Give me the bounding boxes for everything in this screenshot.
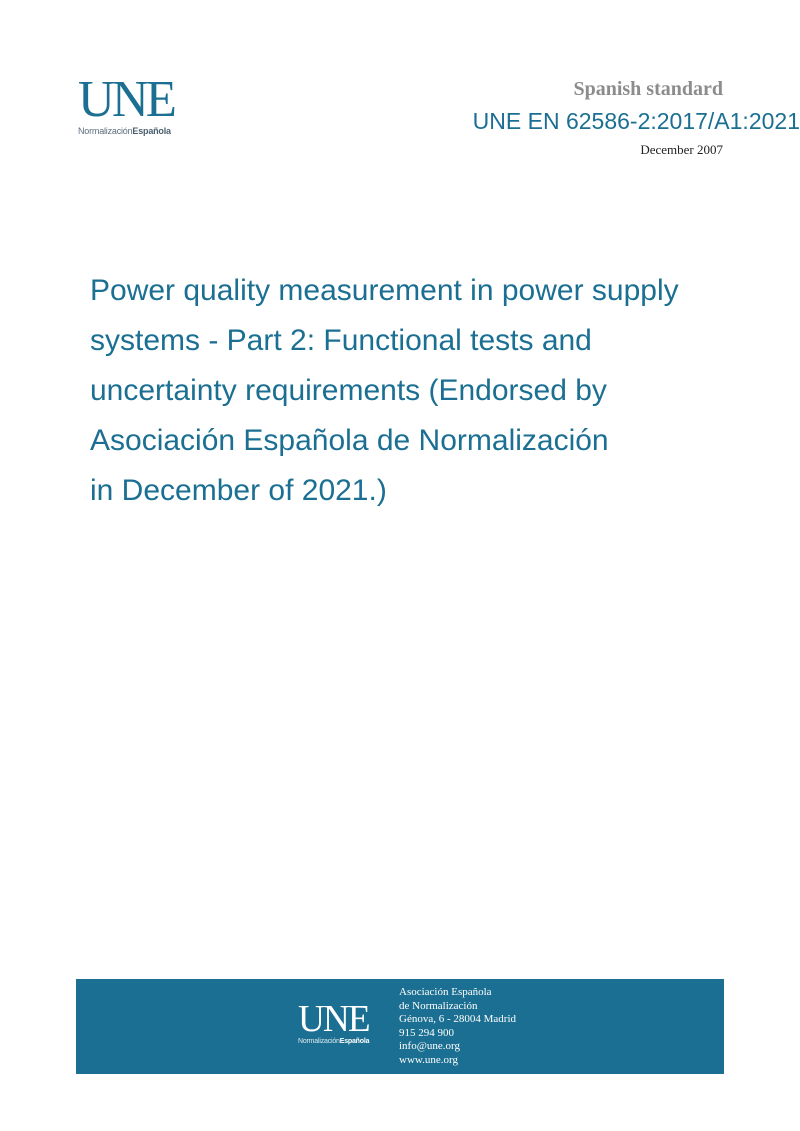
footer-banner (76, 979, 724, 1074)
footer-phone: 915 294 900 (399, 1026, 454, 1039)
une-logo (78, 71, 198, 136)
title-line: Power quality measurement in power supply (90, 274, 679, 307)
logo-sub-normal: Normalización (78, 126, 133, 136)
footer-email: info@une.org (399, 1040, 460, 1053)
logo-mark: UNE (78, 71, 174, 128)
footer-org-name: Asociación Española (399, 986, 492, 998)
footer-logo-sub-bold: Española (339, 1038, 370, 1045)
title-line: in December of 2021.) (90, 474, 387, 507)
standard-code: UNE EN 62586-2:2017/A1:2021 (472, 108, 800, 134)
footer-website: www.une.org (399, 1053, 458, 1066)
title-line: systems - Part 2: Functional tests and (90, 324, 592, 357)
title-line: uncertainty requirements (Endorsed by (90, 374, 607, 407)
footer-org-name-cont: de Normalización (399, 999, 478, 1012)
footer-logo (298, 998, 388, 1045)
document-title (90, 266, 770, 516)
logo-sub-bold: Española (132, 126, 171, 136)
footer-logo-sub-normal: Normalización (298, 1038, 340, 1045)
title-line: Asociación Española de Normalización (90, 424, 609, 457)
footer-address: Génova, 6 - 28004 Madrid (399, 1013, 517, 1026)
standard-date: December 2007 (640, 142, 723, 157)
footer-contact (399, 986, 516, 1068)
footer-logo-mark: UNE (298, 998, 369, 1040)
standard-type: Spanish standard (573, 78, 723, 100)
